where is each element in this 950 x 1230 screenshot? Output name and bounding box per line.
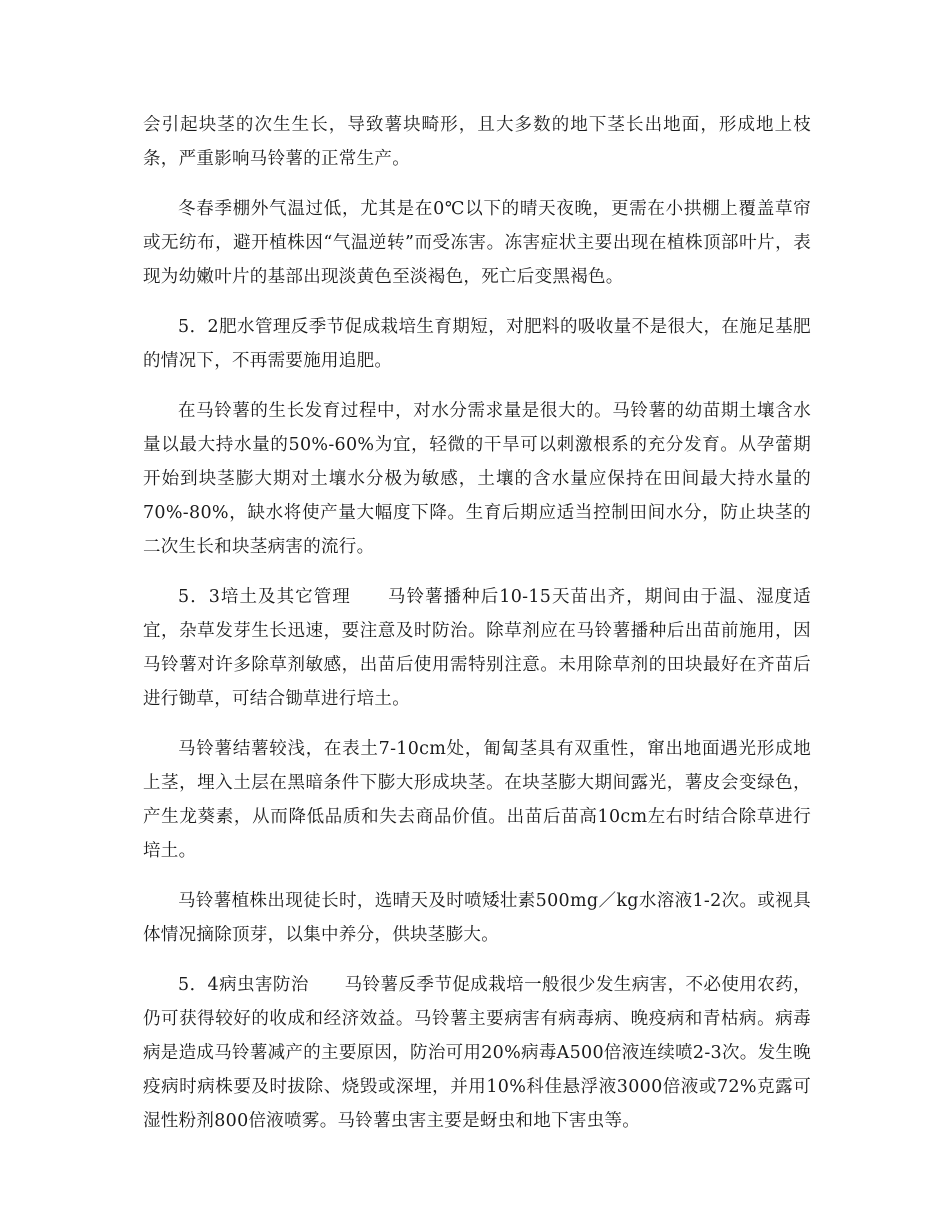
paragraph-tuber-formation: 马铃薯结薯较浅，在表土7-10cm处，匍匐茎具有双重性，窜出地面遇光形成地上茎，埋入土层在黑暗条件下膨大形成块茎。在块茎膨大期间露光，薯皮会变绿色，产生龙葵素，从而降低品质和失去商品价值。出苗后苗高10cm左右时结合除草进行培土。 — [143, 739, 811, 861]
paragraph-growth-control: 马铃薯植株出现徒长时，选晴天及时喷矮壮素500mg／kg水溶液1-2次。或视具体情况摘除顶芽，以集中养分，供块茎膨大。 — [143, 891, 811, 945]
paragraph-fertilizer-management: 5．2肥水管理反季节促成栽培生育期短，对肥料的吸收量不是很大，在施足基肥的情况下，不再需要施用追肥。 — [143, 317, 811, 371]
paragraph-water-management: 在马铃薯的生长发育过程中，对水分需求量是很大的。马铃薯的幼苗期土壤含水量以最大持水量的50%-60%为宜，轻微的干旱可以刺激根系的充分发育。从孕蕾期开始到块茎膨大期对土壤水分极为敏感，土壤的含水量应保持在田间最大持水量的70%-80%，缺水将使产量大幅度下降。生育后期应适当控制田间水分，防止块茎的二次生长和块茎病害的流行。 — [143, 401, 811, 557]
paragraph-continuation: 会引起块茎的次生生长，导致薯块畸形，且大多数的地下茎长出地面，形成地上枝条，严重影响马铃薯的正常生产。 — [143, 115, 811, 169]
paragraph-pest-control: 5．4病虫害防治 马铃薯反季节促成栽培一般很少发生病害，不必使用农药，仍可获得较好的收成和经济效益。马铃薯主要病害有病毒病、晚疫病和青枯病。病毒病是造成马铃薯减产的主要原因，防治可用20%病毒A500倍液连续喷2-3次。发生晚疫病时病株要及时拔除、烧毁或深埋，并用10%科佳悬浮液3000倍液或72%克露可湿性粉剂800倍液喷雾。马铃薯虫害主要是蚜虫和地下害虫等。 — [143, 975, 811, 1131]
paragraph-earthing-up: 5．3培土及其它管理 马铃薯播种后10-15天苗出齐，期间由于温、湿度适宜，杂草发芽生长迅速，要注意及时防治。除草剂应在马铃薯播种后出苗前施用，因马铃薯对许多除草剂敏感，出苗后使用需特别注意。未用除草剂的田块最好在齐苗后进行锄草，可结合锄草进行培土。 — [143, 587, 811, 709]
document-body — [143, 108, 811, 1154]
paragraph-frost-protection: 冬春季棚外气温过低，尤其是在0℃以下的晴天夜晚，更需在小拱棚上覆盖草帘或无纺布，避开植株因“气温逆转”而受冻害。冻害症状主要出现在植株顶部叶片，表现为幼嫩叶片的基部出现淡黄色至淡褐色，死亡后变黑褐色。 — [143, 199, 811, 287]
